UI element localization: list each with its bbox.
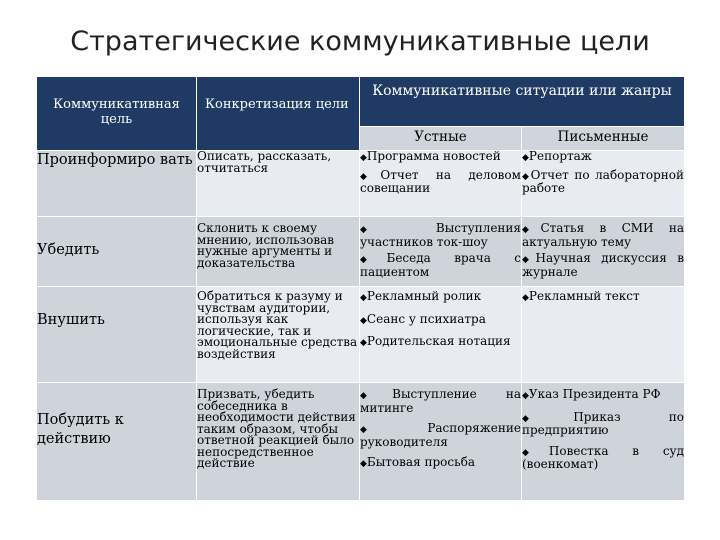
diamond-bullet-icon: ◆ [360,425,428,435]
goal-cell [37,287,197,383]
goal-label: Убедить [37,242,100,258]
oral-cell [360,151,522,217]
diamond-bullet-icon: ◆ [360,225,436,235]
diamond-bullet-icon: ◆ [522,153,529,163]
diamond-bullet-icon: ◆ [522,391,529,401]
header-spec: Конкретизация цели [197,77,360,151]
list-item: ◆Выступление на митинге [360,387,521,415]
diamond-bullet-icon: ◆ [360,459,367,469]
list-item: ◆Указ Президента РФ [522,387,661,401]
goal-label: Внушить [37,312,105,328]
goal-label: Побудить к действию [37,412,124,447]
header-written: Письменные [522,127,685,151]
list-item: ◆Выступления участников ток-шоу [360,221,521,249]
header-goal: Коммуникативная цель [37,77,197,151]
spec-cell [197,151,360,217]
diamond-bullet-icon: ◆ [360,391,393,401]
list-item: ◆Рекламный ролик [360,289,482,303]
goal-label: Проинформиро вать [37,152,193,168]
list-item: ◆Бытовая просьба [360,455,475,469]
diamond-bullet-icon: ◆ [522,293,529,303]
list-item: ◆Беседа врача с пациентом [360,251,521,279]
list-item: ◆Отчет по лабораторной работе [522,167,684,195]
list-item: ◆Повестка в суд (военкомат) [522,443,684,471]
diamond-bullet-icon: ◆ [522,225,541,235]
list-item: ◆Статья в СМИ на актуальную тему [522,221,684,249]
oral-cell [360,287,522,383]
goals-table [36,76,685,501]
list-item: ◆Сеанс у психиатра [360,311,486,326]
list-item: ◆Научная дискуссия в журнале [522,251,684,279]
list-item: ◆Программа новостей [360,149,501,163]
diamond-bullet-icon: ◆ [522,255,536,265]
written-cell [522,383,685,501]
diamond-bullet-icon: ◆ [360,315,367,326]
oral-cell [360,383,522,501]
slide-title: Стратегические коммуникативные цели [70,26,650,57]
list-item: ◆Репортаж [522,149,592,163]
list-item: ◆Рекламный текст [522,289,640,303]
spec-cell [197,217,360,287]
diamond-bullet-icon: ◆ [360,255,387,265]
list-item: ◆Отчет на деловом совещании [360,167,521,195]
spec-text: Обратиться к разуму и чувствам аудитории, используя как логические, так и эмоциональные средства воздействия [197,289,358,361]
goal-cell [37,383,197,501]
goal-cell [37,217,197,287]
goal-cell [37,151,197,217]
spec-cell [197,287,360,383]
diamond-bullet-icon: ◆ [522,413,574,424]
spec-text: Призвать, убедить собеседника в необходимости действия таким образом, чтобы ответной реакцией было непосредственное действие [197,387,356,470]
list-item: ◆Распоряжение руководителя [360,421,521,449]
spec-cell [197,383,360,501]
diamond-bullet-icon: ◆ [522,447,549,458]
diamond-bullet-icon: ◆ [360,153,367,163]
diamond-bullet-icon: ◆ [360,338,367,348]
written-cell [522,217,685,287]
diamond-bullet-icon: ◆ [360,171,381,182]
header-situations: Коммуникативные ситуации или жанры [360,77,685,127]
spec-text: Описать, рассказать, отчитаться [197,149,332,175]
diamond-bullet-icon: ◆ [522,171,531,182]
header-oral: Устные [360,127,522,151]
written-cell [522,287,685,383]
written-cell [522,151,685,217]
spec-text: Склонить к своему мнению, использовав нужные аргументы и доказательства [197,221,335,270]
list-item: ◆Приказ по предприятию [522,409,684,437]
list-item: ◆Родительская нотация [360,334,511,348]
oral-cell [360,217,522,287]
diamond-bullet-icon: ◆ [360,293,367,303]
